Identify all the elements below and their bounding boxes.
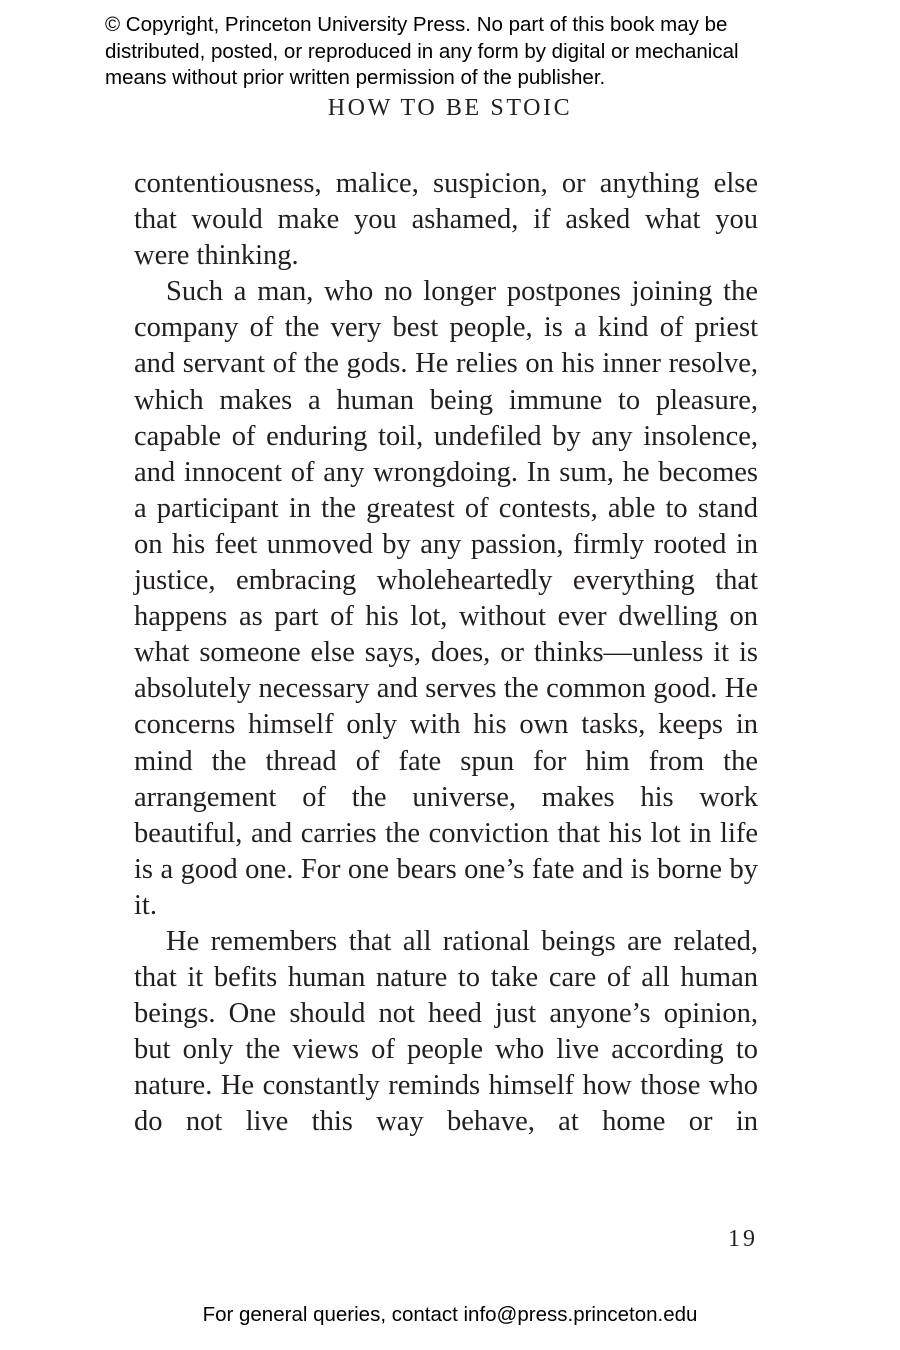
body-text [134,166,758,1141]
copyright-line-1: © Copyright, Princeton University Press. No part of this book may be [105,13,728,36]
copyright-line-2: distributed, posted, or reproduced in any form by digital or mechanical [105,39,739,63]
footer-contact: For general queries, contact info@press.princeton.edu [202,1303,698,1326]
copyright-notice [105,12,825,92]
running-head: HOW TO BE STOIC [327,95,573,121]
paragraph-2: Such a man, who no longer postpones joining the company of the very best people, is a kind of priest and servant of the gods. He relies on his inner resolve, which makes a human being immune to pleasure, capable of enduring toil, undefiled by any insolence, and innocent of any wrongdoing. In sum, he becomes a participant in the greatest of contests, able to stand on his feet unmoved by any passion, firmly rooted in justice, embracing wholeheartedly everything that happens as part of his lot, without ever dwelling on what someone else says, does, or thinks—unless it is absolutely necessary and serves the common good. He concerns himself only with his own tasks, keeps in mind the thread of fate spun for him from the arrangement of the universe, makes his work beautiful, and carries the conviction that his lot in life is a good one. For one bears one’s fate and is borne by it. [134,276,758,921]
paragraph-3: He remembers that all rational beings are related, that it befits human nature to take care of all human beings. One should not heed just anyone’s opinion, but only the views of people who live according to nature. He constantly reminds himself how those who do not live this way behave, at home or in [134,925,758,1138]
copyright-line-3: means without prior written permission of the publisher. [105,66,606,89]
paragraph-1: contentiousness, malice, suspicion, or anything else that would make you ashamed, if asked what you were thinking. [134,168,758,272]
page-number: 19 [728,1226,758,1252]
